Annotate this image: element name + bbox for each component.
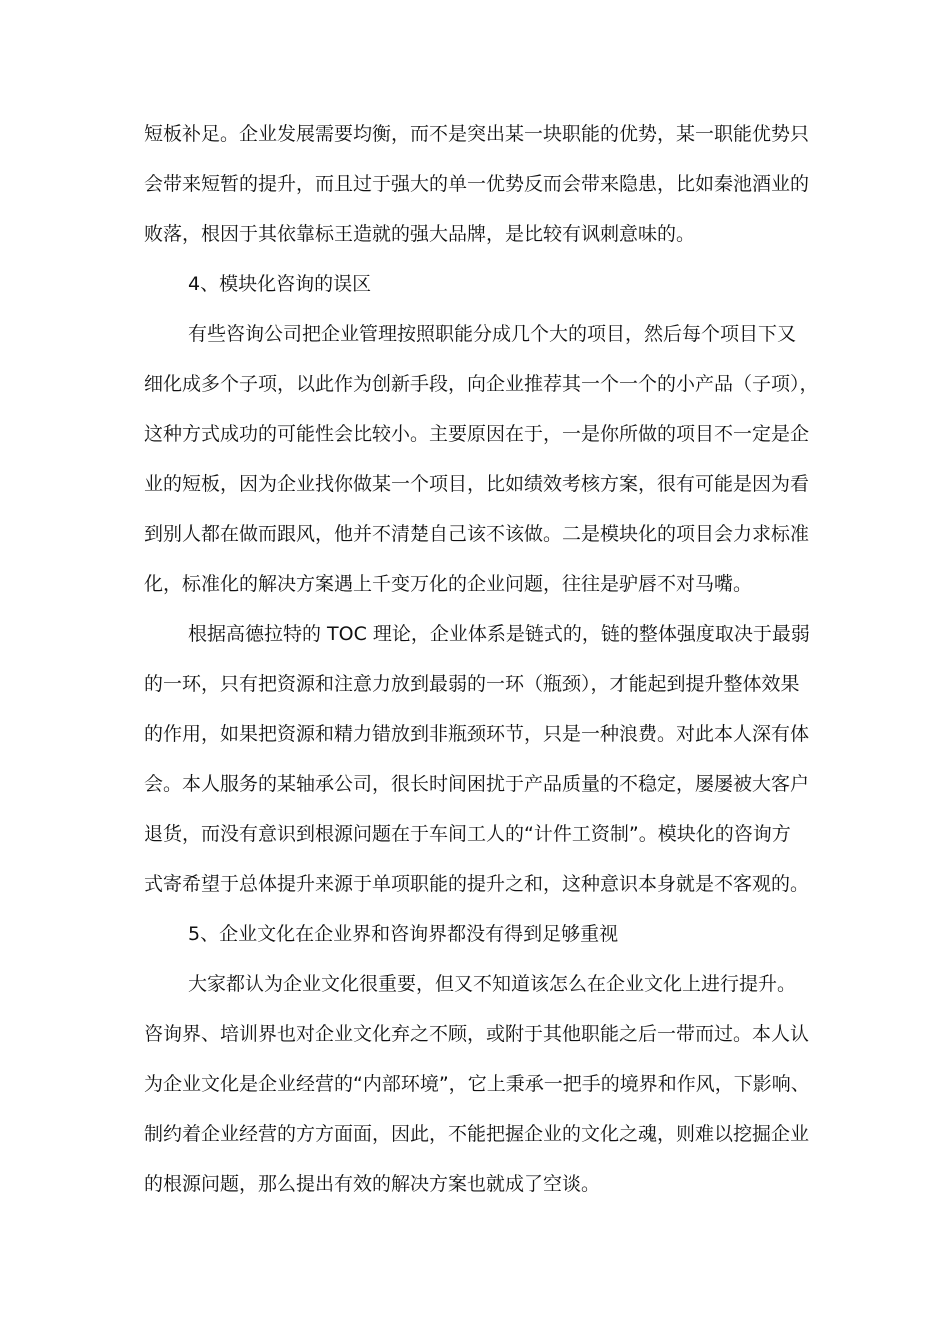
text-line: 的作用，如果把资源和精力错放到非瓶颈环节，只是一种浪费。对此本人深有体 — [144, 723, 810, 745]
text-line: 为企业文化是企业经营的“内部环境”，它上秉承一把手的境界和作风，下影响、 — [144, 1073, 810, 1095]
text-line: 有些咨询公司把企业管理按照职能分成几个大的项目，然后每个项目下又 — [188, 323, 797, 345]
text-line: 业的短板，因为企业找你做某一个项目，比如绩效考核方案，很有可能是因为看 — [144, 473, 810, 495]
text-line: 退货，而没有意识到根源问题在于车间工人的“计件工资制”。模块化的咨询方 — [144, 823, 791, 845]
text-line: 短板补足。企业发展需要均衡，而不是突出某一块职能的优势，某一职能优势只 — [144, 123, 810, 145]
text-line: 的一环，只有把资源和注意力放到最弱的一环（瓶颈），才能起到提升整体效果 — [144, 673, 800, 695]
text-line: 式寄希望于总体提升来源于单项职能的提升之和，这种意识本身就是不客观的。 — [144, 873, 810, 895]
text-line: 根据高德拉特的 TOC 理论，企业体系是链式的，链的整体强度取决于最弱 — [188, 623, 810, 645]
body-text — [144, 109, 819, 1209]
section-heading: 4、模块化咨询的误区 — [188, 273, 372, 295]
text-line: 大家都认为企业文化很重要，但又不知道该怎么在企业文化上进行提升。 — [188, 973, 797, 995]
text-line: 败落，根因于其依靠标王造就的强大品牌，是比较有讽刺意味的。 — [144, 223, 696, 245]
text-line: 的根源问题，那么提出有效的解决方案也就成了空谈。 — [144, 1173, 601, 1195]
text-line: 细化成多个子项，以此作为创新手段，向企业推荐其一个一个的小产品（子项）， — [144, 373, 819, 395]
section-heading: 5、企业文化在企业界和咨询界都没有得到足够重视 — [188, 923, 619, 945]
text-line: 这种方式成功的可能性会比较小。主要原因在于，一是你所做的项目不一定是企 — [144, 423, 810, 445]
text-line: 到别人都在做而跟风，他并不清楚自己该不该做。二是模块化的项目会力求标准 — [144, 523, 810, 545]
text-line: 会带来短暂的提升，而且过于强大的单一优势反而会带来隐患，比如秦池酒业的 — [144, 173, 810, 195]
text-line: 会。本人服务的某轴承公司，很长时间困扰于产品质量的不稳定，屡屡被大客户 — [144, 773, 810, 795]
text-line: 化，标准化的解决方案遇上千变万化的企业问题，往往是驴唇不对马嘴。 — [144, 573, 753, 595]
text-line: 制约着企业经营的方方面面，因此，不能把握企业的文化之魂，则难以挖掘企业 — [144, 1123, 810, 1145]
text-line: 咨询界、培训界也对企业文化弃之不顾，或附于其他职能之后一带而过。本人认 — [144, 1023, 810, 1045]
